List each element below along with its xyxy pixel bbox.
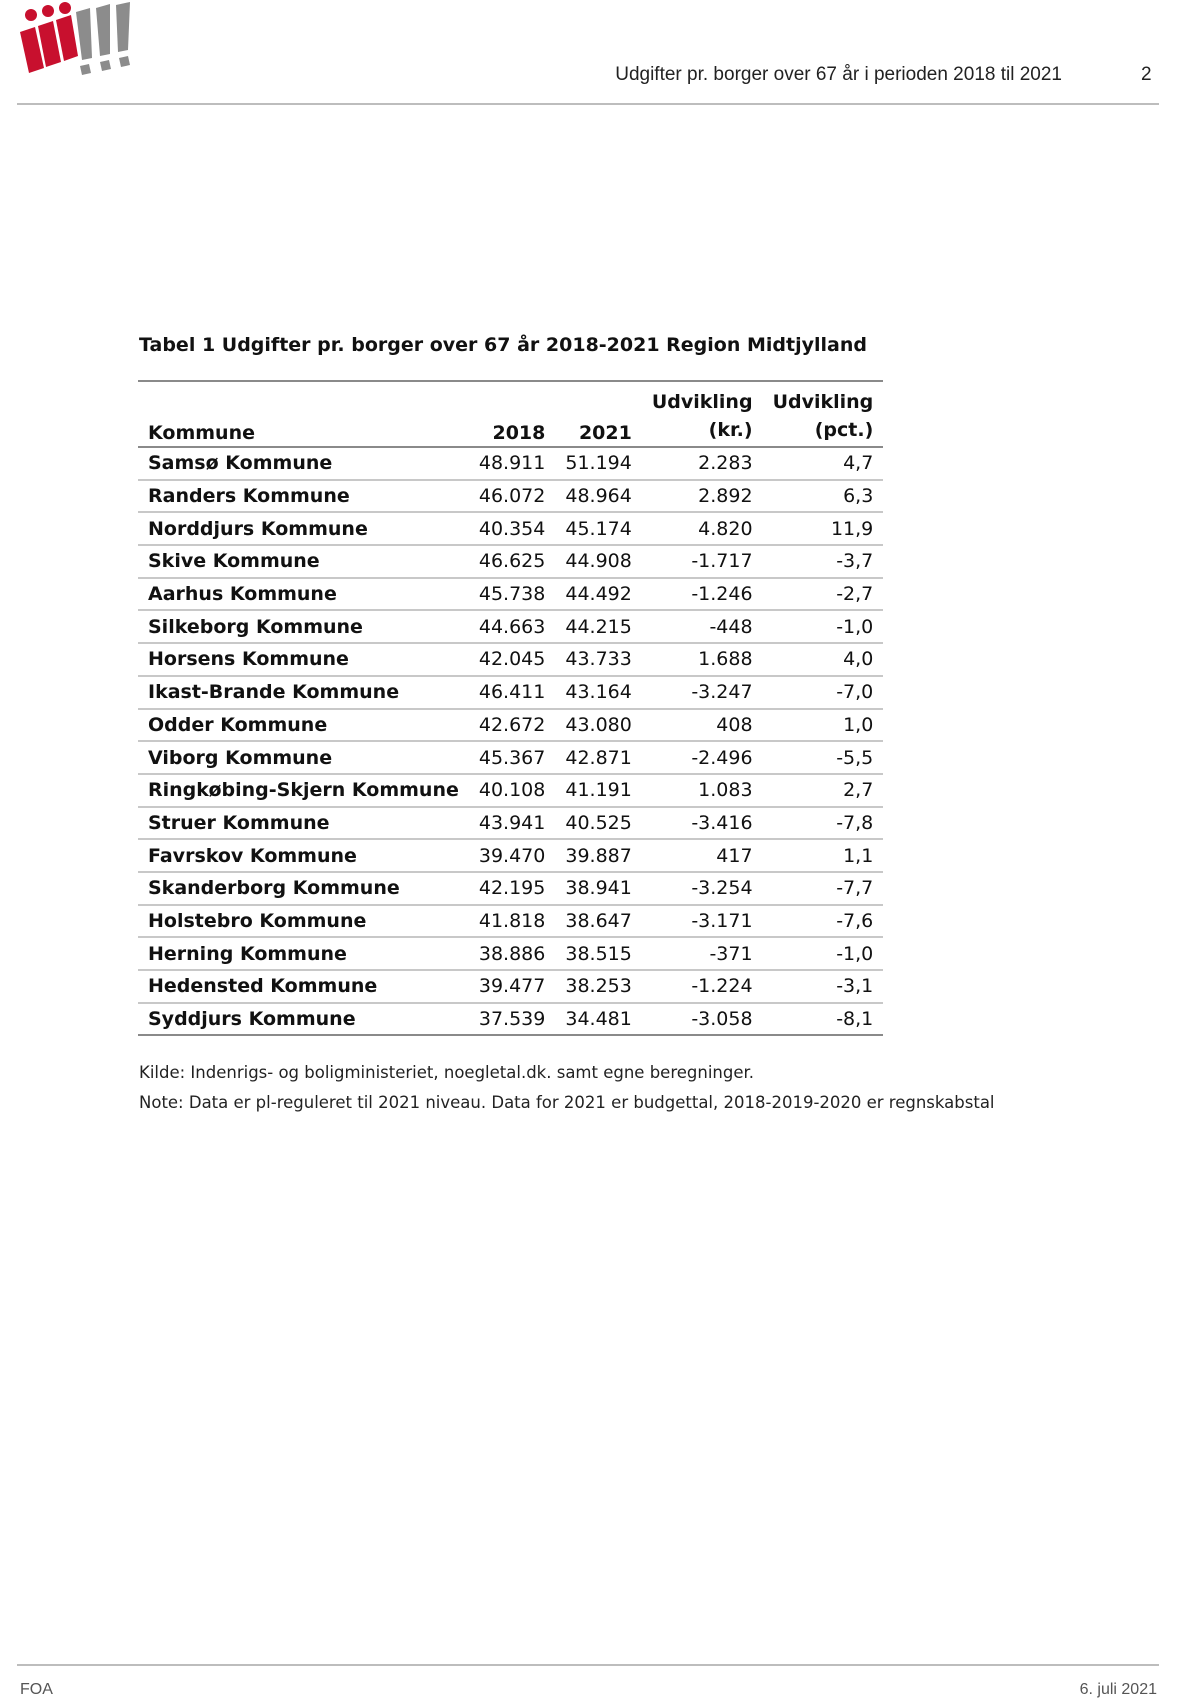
page-number: 2 (1141, 64, 1152, 85)
cell-udvikling-pct: -2,7 (836, 583, 874, 606)
cell-udvikling-pct: -7,0 (836, 681, 874, 704)
cell-kommune: Horsens Kommune (148, 648, 349, 671)
header-kommune: Kommune (148, 422, 255, 444)
cell-udvikling-kr: -2.496 (691, 746, 753, 769)
cell-kommune: Skive Kommune (148, 550, 320, 573)
cell-udvikling-pct: -7,6 (836, 909, 874, 932)
cell-kommune: Favrskov Kommune (148, 844, 357, 867)
cell-udvikling-pct: 6,3 (843, 485, 874, 508)
cell-udvikling-pct: 11,9 (830, 517, 874, 540)
cell-2018: 45.367 (478, 746, 546, 769)
cell-2021: 34.481 (565, 1008, 632, 1031)
cell-udvikling-pct: -7,8 (836, 811, 874, 834)
cell-udvikling-kr: -3.171 (691, 909, 753, 932)
cell-udvikling-kr: 2.892 (698, 485, 753, 508)
table-row (138, 1003, 883, 1036)
table-caption: Tabel 1 Udgifter pr. borger over 67 år 2018-2021 Region Midtjylland (139, 334, 867, 356)
table-row (138, 545, 883, 578)
cell-2021: 38.253 (565, 975, 632, 998)
data-note: Note: Data er pl-reguleret til 2021 niveau. Data for 2021 er budgettal, 2018-2019-2020 er regnskabstal (139, 1093, 995, 1112)
cell-kommune: Holstebro Kommune (148, 909, 367, 932)
cell-kommune: Hedensted Kommune (148, 975, 378, 998)
cell-udvikling-kr: -1.224 (691, 975, 753, 998)
cell-udvikling-kr: -371 (709, 942, 753, 965)
table-header-row (138, 381, 883, 447)
cell-2018: 46.625 (478, 550, 546, 573)
cell-udvikling-pct: -8,1 (836, 1008, 874, 1031)
cell-2021: 41.191 (565, 779, 632, 802)
cell-udvikling-pct: -3,1 (836, 975, 874, 998)
footer-org: FOA (20, 1681, 53, 1698)
table-row (138, 872, 883, 905)
cell-2021: 38.941 (565, 877, 632, 900)
header-2021: 2021 (578, 422, 632, 444)
header-udvikling-kr-line2: (kr.) (708, 419, 753, 441)
cell-2021: 48.964 (565, 485, 632, 508)
header-udvikling-pct (763, 381, 884, 447)
cell-udvikling-kr: 4.820 (698, 517, 753, 540)
cell-udvikling-pct: -1,0 (836, 942, 874, 965)
table-row (138, 610, 883, 643)
cell-udvikling-pct: -1,0 (836, 615, 874, 638)
cell-2021: 44.215 (565, 615, 632, 638)
cell-udvikling-pct: 4,0 (843, 648, 874, 671)
cell-udvikling-kr: -1.246 (691, 583, 753, 606)
cell-udvikling-kr: 1.083 (698, 779, 753, 802)
header-udvikling-pct-line1: Udvikling (772, 391, 874, 413)
table-row (138, 774, 883, 807)
table-row (138, 807, 883, 840)
table-row (138, 480, 883, 513)
footer-divider (17, 1664, 1159, 1666)
cell-kommune: Syddjurs Kommune (148, 1008, 356, 1031)
cell-2018: 39.477 (478, 975, 546, 998)
header-title: Udgifter pr. borger over 67 år i perioden 2018 til 2021 (615, 64, 1062, 85)
foa-logo (18, 2, 146, 84)
cell-2018: 40.354 (478, 517, 546, 540)
header-udvikling-kr-line1: Udvikling (651, 391, 753, 413)
cell-2018: 45.738 (478, 583, 546, 606)
cell-2021: 45.174 (565, 517, 632, 540)
cell-2018: 39.470 (478, 844, 546, 867)
table-row (138, 512, 883, 545)
cell-udvikling-kr: -1.717 (691, 550, 753, 573)
table-row (138, 937, 883, 970)
cell-2018: 46.411 (478, 681, 546, 704)
cell-kommune: Norddjurs Kommune (148, 517, 368, 540)
cell-2018: 42.045 (478, 648, 546, 671)
cell-2018: 41.818 (478, 909, 546, 932)
cell-kommune: Ikast-Brande Kommune (148, 681, 400, 704)
table-row (138, 741, 883, 774)
cell-2018: 44.663 (478, 615, 546, 638)
header-2018: 2018 (492, 422, 546, 444)
cell-2018: 48.911 (478, 452, 546, 475)
expenditure-table (138, 380, 883, 1036)
cell-udvikling-pct: 1,0 (843, 713, 874, 736)
cell-2021: 43.080 (565, 713, 632, 736)
cell-kommune: Samsø Kommune (148, 452, 333, 475)
cell-udvikling-pct: -3,7 (836, 550, 874, 573)
cell-2021: 43.733 (565, 648, 632, 671)
cell-2018: 42.195 (478, 877, 546, 900)
footer-date: 6. juli 2021 (1079, 1681, 1157, 1698)
cell-udvikling-kr: -3.247 (691, 681, 753, 704)
cell-udvikling-pct: 2,7 (843, 779, 874, 802)
foa-logo-icon (18, 2, 146, 84)
cell-2018: 37.539 (478, 1008, 546, 1031)
cell-2021: 40.525 (565, 811, 632, 834)
cell-kommune: Ringkøbing-Skjern Kommune (148, 779, 459, 802)
cell-udvikling-pct: 4,7 (843, 452, 874, 475)
cell-udvikling-kr: -3.254 (691, 877, 753, 900)
cell-udvikling-kr: 1.688 (698, 648, 753, 671)
cell-kommune: Herning Kommune (148, 942, 347, 965)
cell-udvikling-pct: -7,7 (836, 877, 874, 900)
cell-udvikling-kr: -3.058 (691, 1008, 753, 1031)
cell-kommune: Silkeborg Kommune (148, 615, 363, 638)
cell-udvikling-pct: -5,5 (836, 746, 874, 769)
cell-kommune: Randers Kommune (148, 485, 350, 508)
table-row (138, 643, 883, 676)
cell-udvikling-kr: -3.416 (691, 811, 753, 834)
table-row (138, 839, 883, 872)
cell-2018: 46.072 (478, 485, 546, 508)
cell-udvikling-kr: 408 (716, 713, 753, 736)
cell-2021: 38.647 (565, 909, 632, 932)
cell-2021: 39.887 (565, 844, 632, 867)
table-body (138, 447, 883, 1035)
header-divider (17, 103, 1159, 105)
cell-2021: 51.194 (565, 452, 632, 475)
source-note: Kilde: Indenrigs- og boligministeriet, noegletal.dk. samt egne beregninger. (139, 1063, 755, 1082)
header-udvikling-pct-line2: (pct.) (814, 419, 874, 441)
table-row (138, 578, 883, 611)
cell-udvikling-pct: 1,1 (843, 844, 874, 867)
header-udvikling-kr (642, 381, 763, 447)
cell-2018: 38.886 (478, 942, 546, 965)
cell-kommune: Skanderborg Kommune (148, 877, 400, 900)
cell-2018: 42.672 (478, 713, 546, 736)
cell-2021: 38.515 (565, 942, 632, 965)
cell-2021: 44.492 (565, 583, 632, 606)
table-row (138, 905, 883, 938)
cell-kommune: Odder Kommune (148, 713, 328, 736)
table-row (138, 447, 883, 480)
cell-2018: 40.108 (478, 779, 546, 802)
cell-kommune: Aarhus Kommune (148, 583, 337, 606)
cell-2018: 43.941 (478, 811, 546, 834)
cell-kommune: Struer Kommune (148, 811, 330, 834)
cell-udvikling-kr: 417 (716, 844, 753, 867)
cell-2021: 44.908 (565, 550, 632, 573)
table-row (138, 970, 883, 1003)
table-row (138, 676, 883, 709)
cell-2021: 42.871 (565, 746, 632, 769)
table-header (138, 381, 883, 447)
cell-2021: 43.164 (565, 681, 632, 704)
cell-udvikling-kr: 2.283 (698, 452, 753, 475)
cell-udvikling-kr: -448 (709, 615, 753, 638)
cell-kommune: Viborg Kommune (148, 746, 333, 769)
table-row (138, 709, 883, 742)
